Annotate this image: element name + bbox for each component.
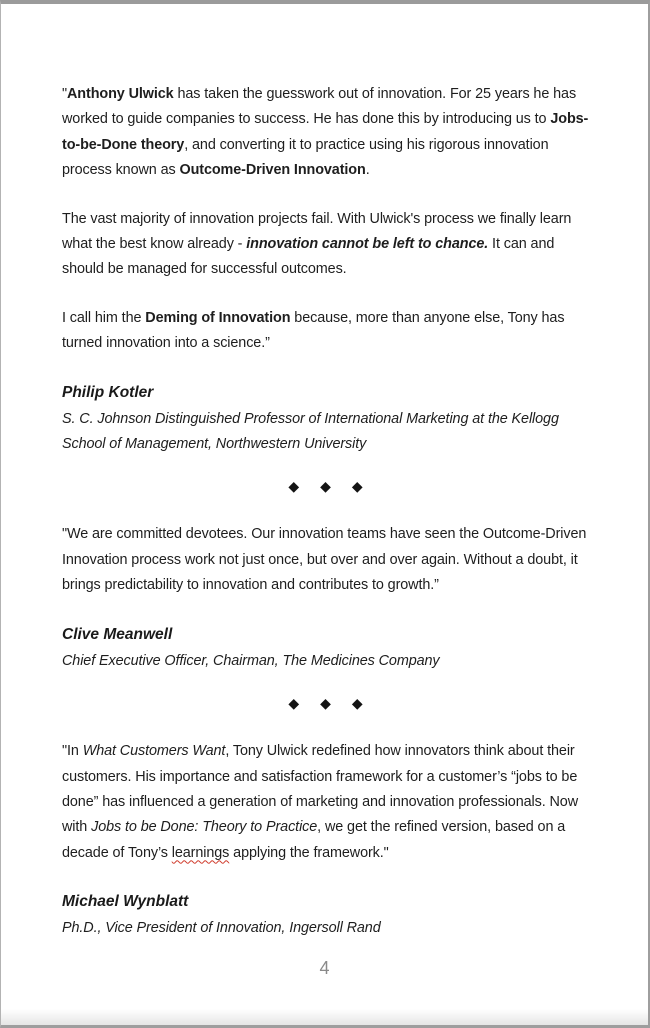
text-segment: , and converting it to practice using his rigorous innovation process known as xyxy=(62,136,549,179)
diamond-icon: ◆ xyxy=(320,478,331,495)
diamond-icon: ◆ xyxy=(288,478,300,495)
author-name: Michael Wynblatt xyxy=(62,893,189,911)
testimonial-quote-paragraph xyxy=(62,82,589,184)
text-segment: " xyxy=(62,86,68,102)
author-name: Philip Kotler xyxy=(62,383,154,401)
testimonial-quote-paragraph xyxy=(62,207,589,283)
testimonial-meanwell xyxy=(62,522,589,674)
diamond-icon: ◆ xyxy=(288,695,300,712)
text-segment: "In xyxy=(62,743,83,760)
page-content xyxy=(1,4,648,942)
text-segment: applying the framework." xyxy=(229,844,389,861)
diamond-icon: ◆ xyxy=(320,695,331,712)
text-segment: innovation cannot be left to chance. xyxy=(246,236,489,253)
text-segment: What Customers Want xyxy=(82,743,226,760)
testimonial-quote-paragraph xyxy=(62,739,589,866)
author-title: Ph.D., Vice President of Innovation, Ingersoll Rand xyxy=(62,920,381,937)
text-segment: has taken the guesswork out of innovation. For 25 years he has worked to guide companies to success. He has done this by introducing us to xyxy=(62,86,577,128)
text-segment: It can and should be managed for successful outcomes. xyxy=(62,236,555,278)
author-name: Clive Meanwell xyxy=(62,625,173,643)
testimonial-quote-paragraph xyxy=(62,306,589,357)
author-title: S. C. Johnson Distinguished Professor of International Marketing at the Kellogg School of Management, Northwestern University xyxy=(62,410,559,453)
text-segment: Jobs to be Done: Theory to Practice xyxy=(91,819,318,836)
text-segment: , Tony Ulwick redefined how innovators think about their customers. His importance and satisfaction framework for a customer’s “jobs to be done” has influenced a generation of marketing and innovation professionals. Now with xyxy=(62,743,578,836)
section-divider xyxy=(62,695,589,711)
text-segment: Anthony Ulwick xyxy=(67,86,174,102)
text-segment: "We are committed devotees. Our innovation teams have seen the Outcome-Driven Innovation process work not just once, but over and over again. Without a doubt, it brings predictability to innovation and contributes to growth.” xyxy=(62,526,587,594)
text-segment: Jobs-to-be-Done theory xyxy=(62,111,589,153)
testimonial-kotler xyxy=(62,82,589,457)
author-title: Chief Executive Officer, Chairman, The Medicines Company xyxy=(62,652,440,669)
page-number: 4 xyxy=(319,958,330,978)
text-segment: , we get the refined version, based on a decade of Tony’s xyxy=(62,819,566,861)
text-segment: Deming of Innovation xyxy=(145,309,291,326)
testimonial-wynblatt xyxy=(62,739,589,941)
text-segment: learnings xyxy=(171,844,230,861)
text-segment: The vast majority of innovation projects fail. With Ulwick's process we finally learn what the best know already - xyxy=(62,210,572,253)
diamond-icon: ◆ xyxy=(351,695,363,712)
section-divider xyxy=(62,478,589,494)
testimonial-quote-paragraph xyxy=(62,522,589,598)
text-segment: . xyxy=(365,162,370,179)
diamond-icon: ◆ xyxy=(351,478,363,495)
text-segment: I call him the xyxy=(62,309,146,326)
text-segment: because, more than anyone else, Tony has turned innovation into a science.” xyxy=(62,309,565,352)
text-segment: Outcome-Driven Innovation xyxy=(179,162,366,179)
